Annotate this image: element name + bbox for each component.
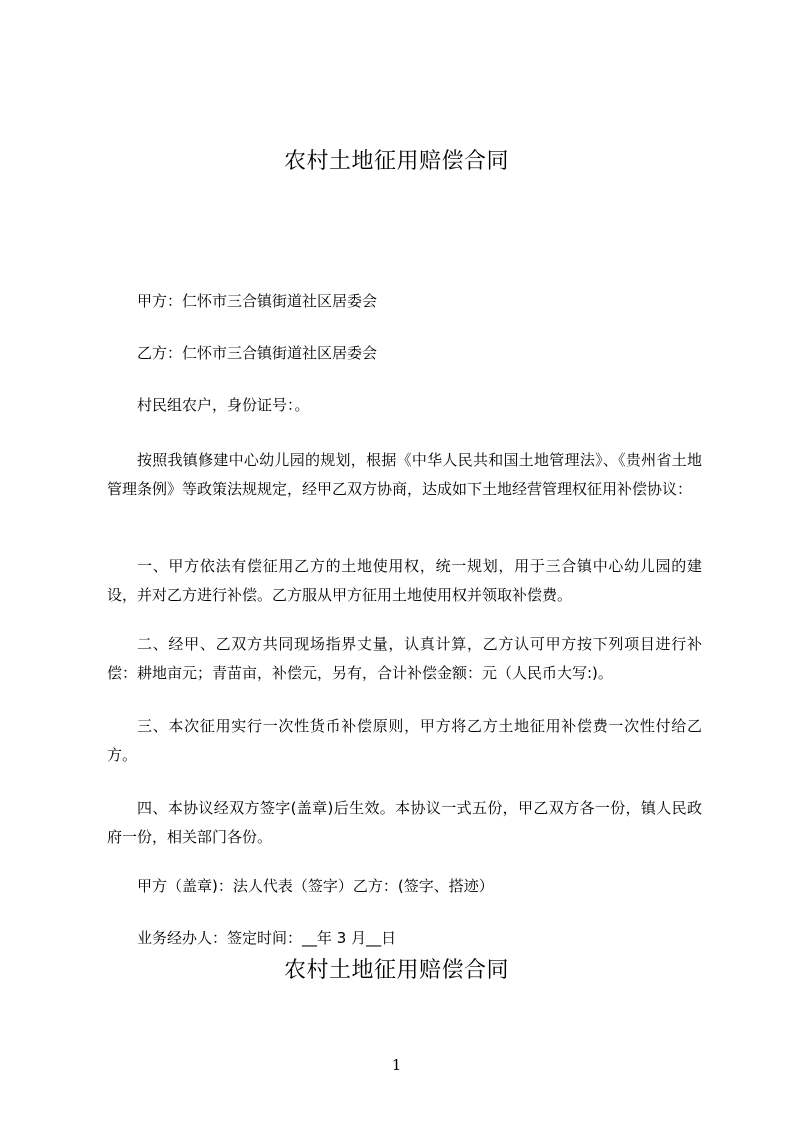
page-number: 1 (391, 1056, 402, 1074)
clause-4-paragraph: 四、本协议经双方签字(盖章)后生效。本协议一式五份，甲乙双方各一份，镇人民政府一份，相关部门各份。 (107, 799, 702, 846)
party-b-line: 乙方：仁怀市三合镇街道社区居委会 (137, 344, 378, 362)
repeat-title: 农村土地征用赔偿合同 (283, 958, 509, 983)
party-a-line: 甲方：仁怀市三合镇街道社区居委会 (137, 292, 378, 310)
agent-date-line: 业务经办人：签定时间：__年 3 月__日 (137, 929, 397, 947)
preamble-paragraph: 按照我镇修建中心幼儿园的规划，根据《中华人民共和国土地管理法》、《贵州省土地管理条例》等政策法规规定，经甲乙双方协商，达成如下土地经营管理权征用补偿协议： (107, 451, 702, 498)
document-title: 农村土地征用赔偿合同 (283, 149, 509, 174)
clause-3-paragraph: 三、本次征用实行一次性货币补偿原则，甲方将乙方土地征用补偿费一次性付给乙方。 (107, 717, 702, 764)
villager-id-line: 村民组农户，身份证号：。 (137, 396, 310, 414)
signatures-line: 甲方（盖章)：法人代表（签字）乙方：(签字、搭迹） (137, 877, 494, 895)
clause-2-paragraph: 二、经甲、乙双方共同现场指界丈量，认真计算，乙方认可甲方按下列项目进行补偿：耕地亩元；青苗亩，补偿元，另有，合计补偿金额：元（人民币大写:)。 (107, 635, 702, 682)
clause-1-paragraph: 一、甲方依法有偿征用乙方的土地使用权，统一规划，用于三合镇中心幼儿园的建设，并对乙方进行补偿。乙方服从甲方征用土地使用权并领取补偿费。 (107, 557, 702, 604)
